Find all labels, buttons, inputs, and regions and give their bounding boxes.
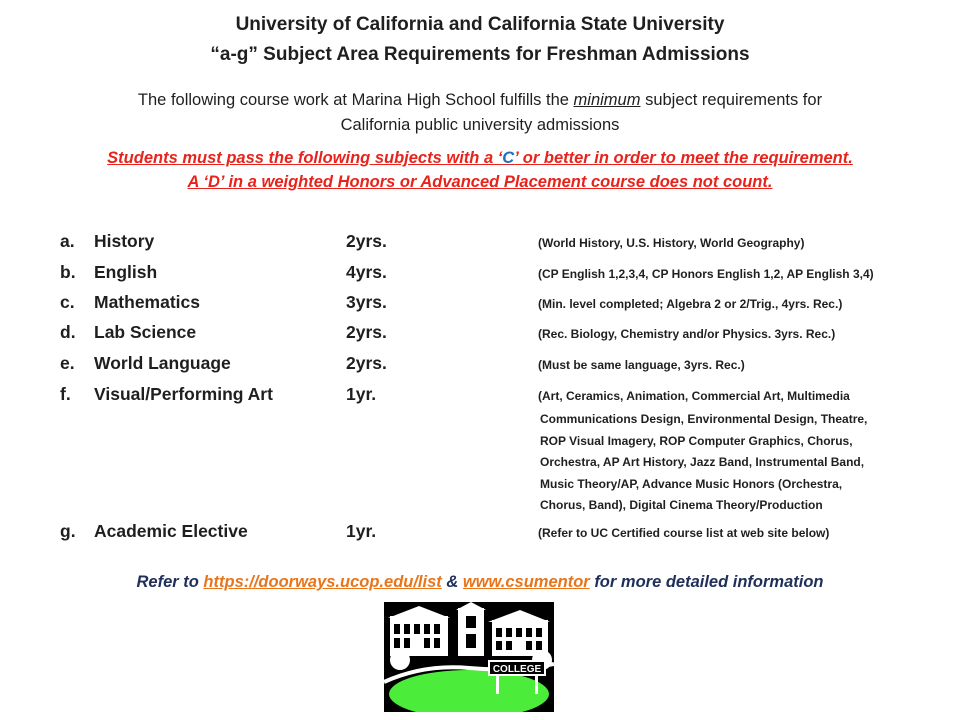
requirement-letter: e. xyxy=(60,353,75,373)
warning-line1-after: ’ or better in order to meet the requirement. xyxy=(514,149,853,167)
note-continued-line: Music Theory/AP, Advance Music Honors (Orchestra, xyxy=(540,476,843,491)
requirement-years: 4yrs. xyxy=(346,262,387,282)
intro-before: The following course work at Marina High School fulfills the xyxy=(137,91,569,109)
warning-line1-before: Students must pass the following subjects with a ‘ xyxy=(107,149,503,167)
requirement-row-english xyxy=(60,262,940,288)
requirement-subject: English xyxy=(94,262,158,282)
refer-line xyxy=(0,573,960,592)
refer-after: for more detailed information xyxy=(594,573,824,591)
refer-ampersand: & xyxy=(446,573,459,591)
requirement-subject: History xyxy=(94,231,155,251)
requirement-years: 3yrs. xyxy=(346,292,387,312)
intro-emphasis: minimum xyxy=(573,91,641,109)
grade-warning xyxy=(40,146,920,194)
requirement-letter: a. xyxy=(60,231,75,251)
doorways-link[interactable]: https://doorways.ucop.edu/list xyxy=(203,573,442,591)
requirement-letter: c. xyxy=(60,292,75,312)
requirement-note: (Refer to UC Certified course list at web site below) xyxy=(538,526,830,540)
requirement-years: 2yrs. xyxy=(346,322,387,342)
requirement-subject: Lab Science xyxy=(94,322,197,342)
intro-text xyxy=(60,88,900,138)
requirement-row-world-language xyxy=(60,353,940,379)
requirement-note: (Min. level completed; Algebra 2 or 2/Trig., 4yrs. Rec.) xyxy=(538,297,843,311)
requirement-subject: Visual/Performing Art xyxy=(94,384,273,404)
note-continued-line: ROP Visual Imagery, ROP Computer Graphics, Chorus, xyxy=(540,433,853,448)
warning-grade: C xyxy=(502,149,515,167)
warning-line-2: A ‘D’ in a weighted Honors or Advanced Placement course does not count. xyxy=(187,173,773,191)
tower xyxy=(458,608,484,656)
requirement-years: 2yrs. xyxy=(346,353,387,373)
requirement-row-academic-elective xyxy=(60,521,940,547)
requirement-row-history xyxy=(60,231,940,257)
requirement-letter: g. xyxy=(60,521,76,541)
college-sign-label: COLLEGE xyxy=(492,664,542,675)
csumentor-link[interactable]: www.csumentor xyxy=(462,573,590,591)
requirement-letter: f. xyxy=(60,384,71,404)
requirement-note-continued xyxy=(540,409,867,517)
title-line-1: University of California and California State University xyxy=(235,14,725,35)
requirement-note: (Art, Ceramics, Animation, Commercial Art, Multimedia xyxy=(538,389,850,403)
requirement-subject: Mathematics xyxy=(94,292,201,312)
tree-left xyxy=(390,650,410,670)
note-continued-line: Communications Design, Environmental Design, Theatre, xyxy=(540,412,868,426)
requirement-subject: Academic Elective xyxy=(94,521,248,541)
refer-before: Refer to xyxy=(136,573,199,591)
requirement-subject: World Language xyxy=(94,353,231,373)
requirement-note: (CP English 1,2,3,4, CP Honors English 1,2, AP English 3,4) xyxy=(538,267,874,281)
college-clipart xyxy=(384,602,554,712)
requirement-note: (Rec. Biology, Chemistry and/or Physics. 3yrs. Rec.) xyxy=(538,327,836,341)
left-building xyxy=(390,616,448,656)
requirement-letter: d. xyxy=(60,322,76,342)
requirement-row-mathematics xyxy=(60,292,940,318)
requirement-years: 1yr. xyxy=(346,521,377,541)
intro-line-2: California public university admissions xyxy=(340,116,620,134)
requirement-note: (Must be same language, 3yrs. Rec.) xyxy=(538,358,745,372)
requirement-letter: b. xyxy=(60,262,76,282)
note-continued-line: Orchestra, AP Art History, Jazz Band, Instrumental Band, xyxy=(540,455,865,469)
requirement-years: 2yrs. xyxy=(346,231,387,251)
requirement-years: 1yr. xyxy=(346,384,377,404)
requirement-row-visual-performing-art xyxy=(60,384,940,410)
note-continued-line: Chorus, Band), Digital Cinema Theory/Production xyxy=(540,498,823,512)
requirement-row-lab-science xyxy=(60,322,940,348)
title-line-2: “a-g” Subject Area Requirements for Freshman Admissions xyxy=(210,44,750,65)
intro-after: subject requirements for xyxy=(645,91,823,109)
requirement-note: (World History, U.S. History, World Geography) xyxy=(538,236,805,250)
